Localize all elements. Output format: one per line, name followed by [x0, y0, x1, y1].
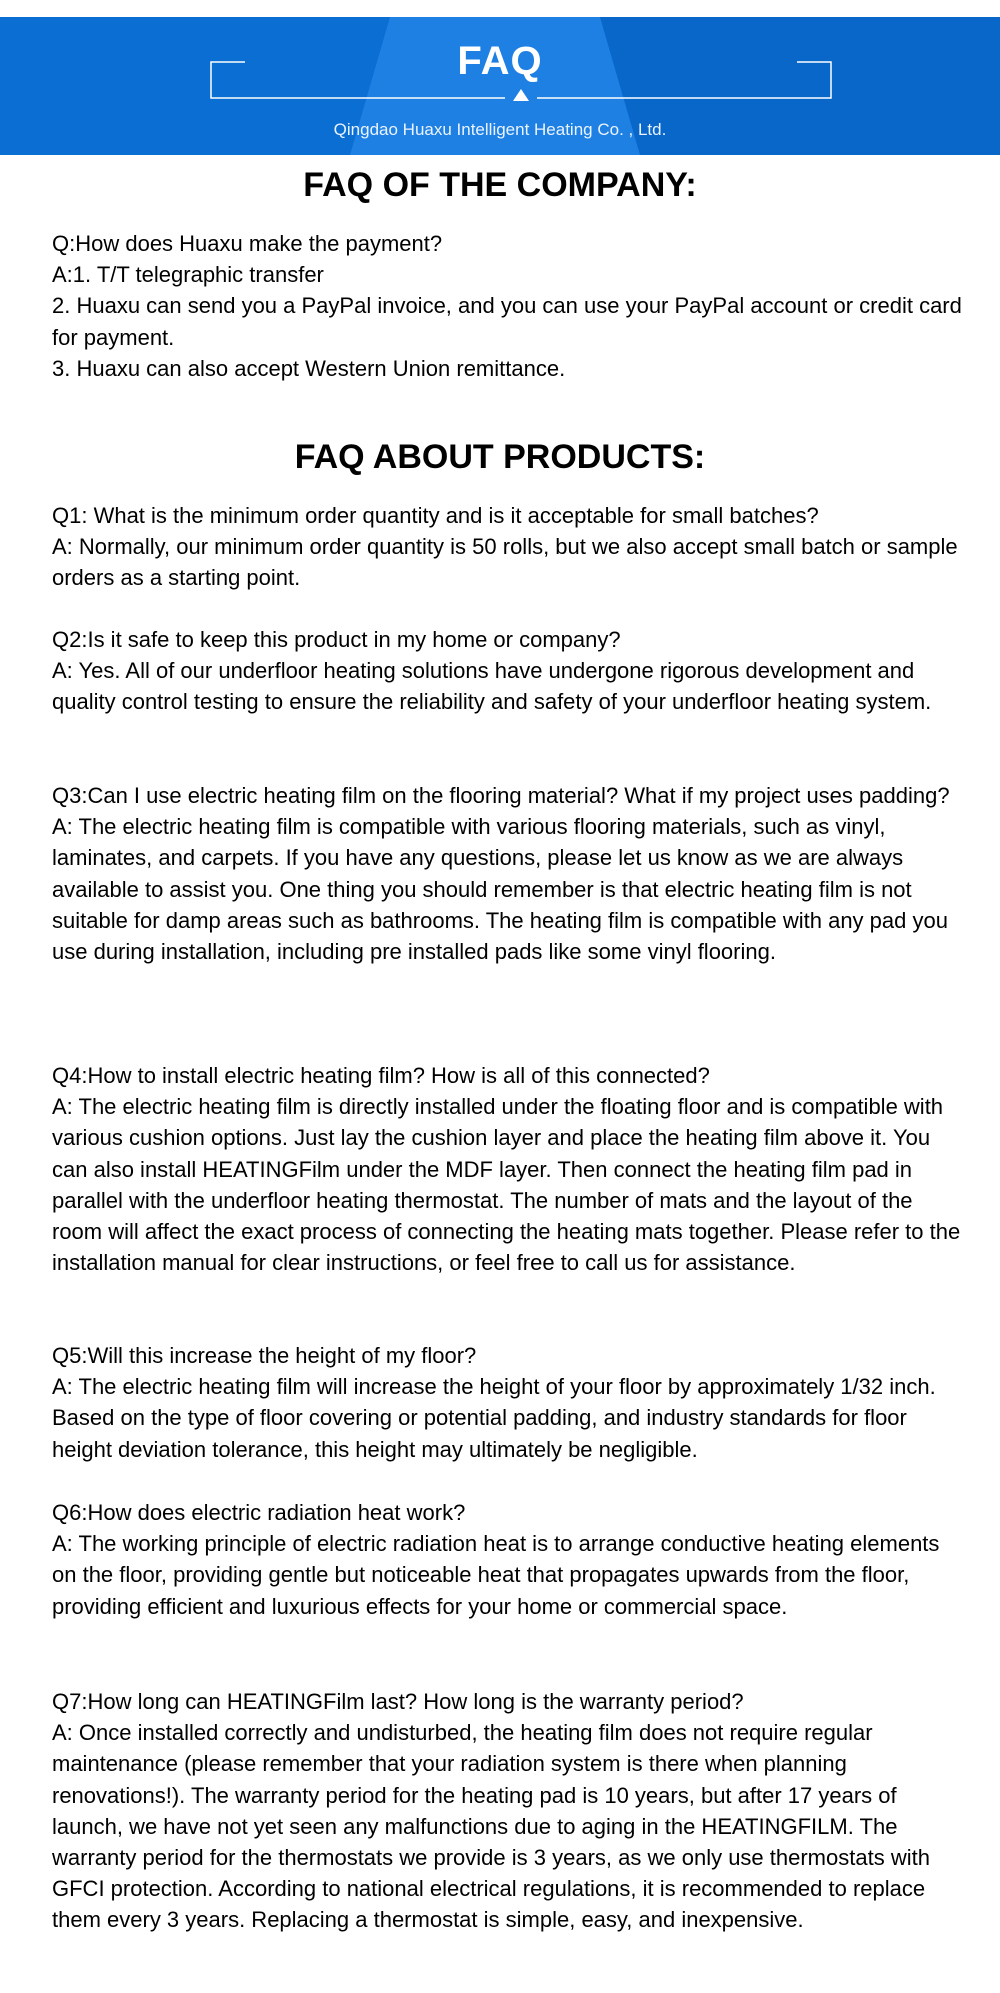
faq-answer: A: Once installed correctly and undisturbed, the heating film does not require regular maintenance (please remember that your radiation system is there when planning renovations!). The warranty period for the heating pad is 10 years, but after 17 years of launch, we have not yet seen any malfunctions due to aging in the HEATINGFILM. The warranty period for the thermostats we provide is 3 years, as we only use thermostats with GFCI protection. According to national electrical regulations, it is recommended to replace them every 3 years. Replacing a thermostat is simple, easy, and inexpensive. — [52, 1720, 930, 1933]
faq-item — [52, 1340, 962, 1465]
faq-answer: A: The working principle of electric radiation heat is to arrange conductive heating elements on the floor, providing gentle but noticeable heat that propagates upwards from the floor, providing efficient and luxurious effects for your home or commercial space. — [52, 1531, 940, 1619]
faq-question: Q1: What is the minimum order quantity and is it acceptable for small batches? — [52, 503, 819, 528]
company-faq-heading: FAQ OF THE COMPANY: — [303, 166, 697, 204]
products-faq-heading: FAQ ABOUT PRODUCTS: — [294, 438, 706, 476]
company-answer-line: A:1. T/T telegraphic transfer — [52, 262, 324, 288]
faq-answer: A: The electric heating film is compatible with various flooring materials, such as vinyl, laminates, and carpets. If you have any questions, please let us know as we are always available to assist you. One thing you should remember is that electric heating film is not suitable for damp areas such as bathrooms. The heating film is compatible with any pad you use during installation, including pre installed pads like some vinyl flooring. — [52, 814, 948, 965]
company-answer-line: 3. Huaxu can also accept Western Union remittance. — [52, 355, 566, 381]
faq-answer: A: The electric heating film is directly installed under the floating floor and is compatible with various cushion options. Just lay the cushion layer and place the heating film above it. You can also install HEATINGFilm under the MDF layer. Then connect the heating film pad in parallel with the underfloor heating thermostat. The number of mats and the layout of the room will affect the exact process of connecting the heating mats together. Please refer to the installation manual for clear instructions, or feel free to call us for assistance. — [52, 1094, 961, 1276]
faq-item — [52, 1686, 962, 1936]
faq-item — [52, 624, 962, 718]
faq-question: Q2:Is it safe to keep this product in my home or company? — [52, 627, 621, 652]
faq-question: Q3:Can I use electric heating film on the flooring material? What if my project uses padding? — [52, 783, 950, 808]
faq-item — [52, 1060, 962, 1278]
company-faq-block — [52, 228, 962, 384]
company-answer-line: 2. Huaxu can send you a PayPal invoice, and you can use your PayPal account or credit card for payment. — [52, 293, 962, 350]
company-name: Qingdao Huaxu Intelligent Heating Co. , Ltd. — [333, 120, 667, 139]
faq-answer: A: Normally, our minimum order quantity is 50 rolls, but we also accept small batch or sample orders as a starting point. — [52, 534, 958, 591]
faq-question: Q5:Will this increase the height of my floor? — [52, 1343, 477, 1368]
company-question: Q:How does Huaxu make the payment? — [52, 231, 443, 256]
faq-question: Q6:How does electric radiation heat work? — [52, 1500, 466, 1525]
faq-question: Q7:How long can HEATINGFilm last? How long is the warranty period? — [52, 1689, 744, 1714]
faq-item — [52, 500, 962, 594]
triangle-marker-icon — [513, 89, 529, 101]
faq-banner — [0, 17, 1000, 155]
faq-question: Q4:How to install electric heating film? How is all of this connected? — [52, 1063, 710, 1088]
faq-answer: A: The electric heating film will increase the height of your floor by approximately 1/32 inch. Based on the type of floor covering or potential padding, and industry standards for floor height deviation tolerance, this height may ultimately be negligible. — [52, 1374, 936, 1462]
faq-answer: A: Yes. All of our underfloor heating solutions have undergone rigorous development and quality control testing to ensure the reliability and safety of your underfloor heating system. — [52, 658, 932, 715]
faq-item — [52, 780, 962, 967]
banner-title: FAQ — [457, 39, 543, 83]
faq-item — [52, 1497, 962, 1622]
